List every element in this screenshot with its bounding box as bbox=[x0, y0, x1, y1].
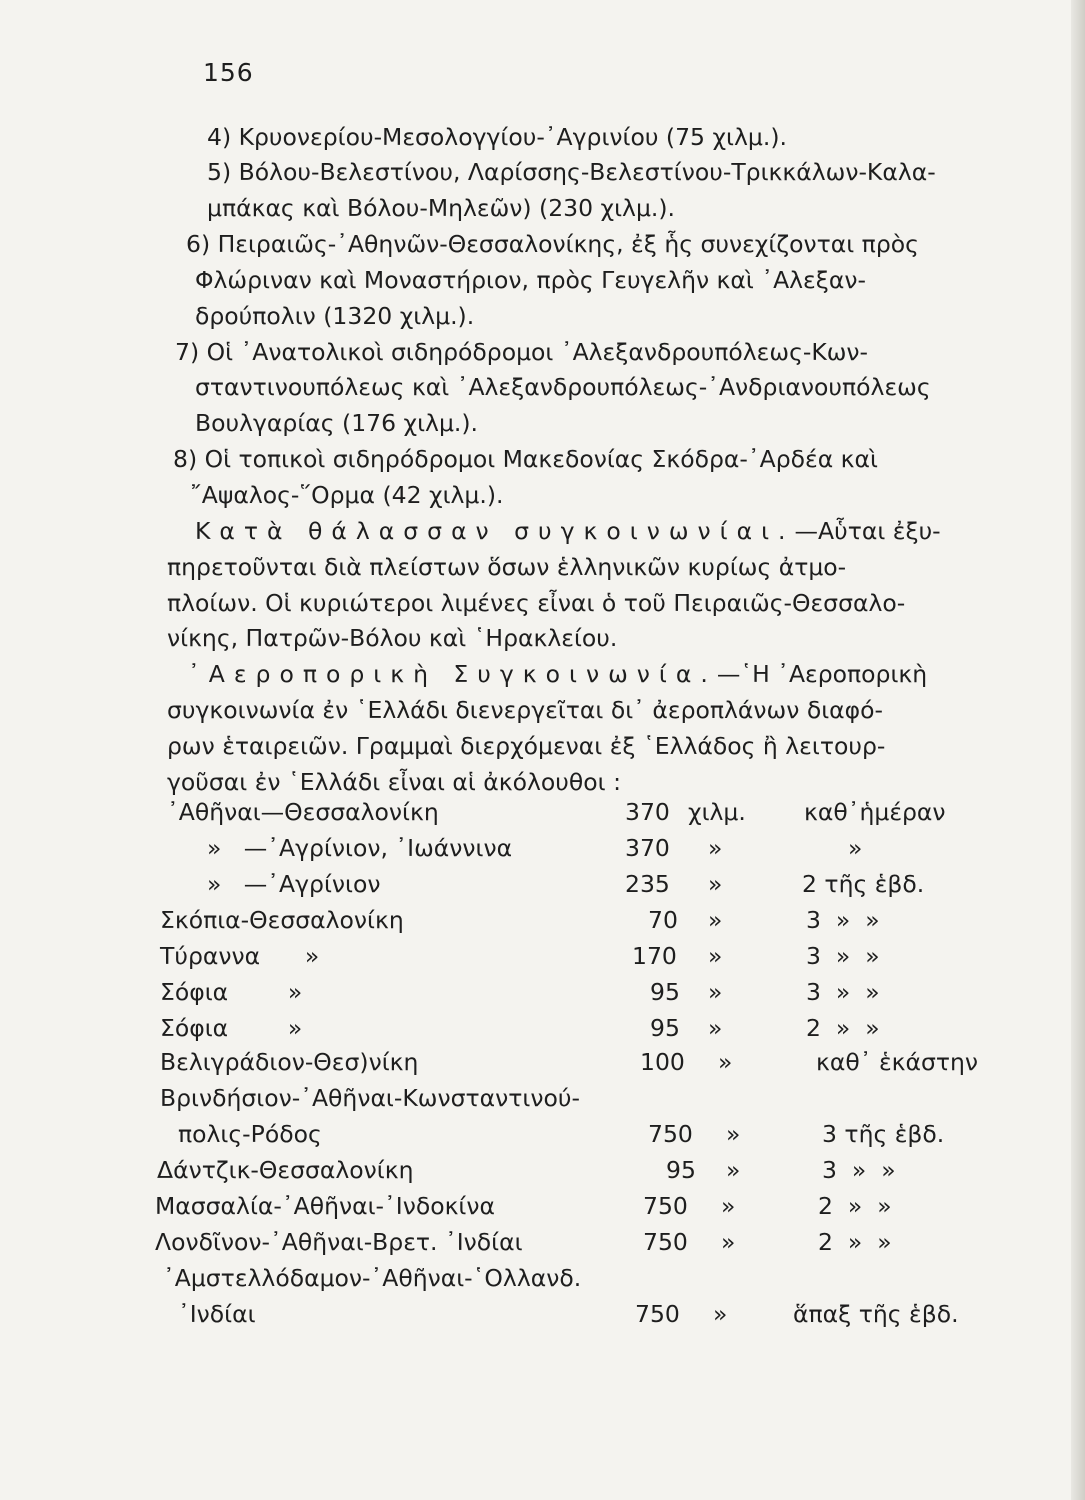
unit-cell: » bbox=[721, 1228, 736, 1256]
unit-cell: » bbox=[721, 1192, 736, 1220]
km-cell: 750 bbox=[643, 1228, 688, 1256]
text-line: Βουλγαρίας (176 χιλμ.). bbox=[195, 409, 479, 437]
text-line: πλοίων. Οἱ κυριώτεροι λιμένες εἶναι ὁ τοῦ Πειραιῶς-Θεσσαλο- bbox=[167, 589, 906, 617]
text-line: ρων ἑταιρειῶν. Γραμμαὶ διερχόμεναι ἐξ ῾Ελλάδος ἢ λειτουρ- bbox=[167, 732, 886, 760]
page-edge bbox=[1071, 0, 1085, 1500]
text-line: νίκης, Πατρῶν-Βόλου καὶ ῾Ηρακλείου. bbox=[167, 624, 618, 652]
route-cell: » —᾿Αγρίνιον bbox=[207, 870, 381, 898]
section-title: Κατὰ θάλασσαν συγκοινωνίαι. bbox=[195, 517, 795, 545]
km-cell: 100 bbox=[640, 1048, 685, 1076]
unit-cell: » bbox=[708, 834, 723, 862]
page-number: 156 bbox=[203, 58, 254, 87]
text-line: Φλώριναν καὶ Μοναστήριον, πρὸς Γευγελῆν καὶ ᾿Αλεξαν- bbox=[195, 266, 866, 294]
text-line: γοῦσαι ἐν ῾Ελλάδι εἶναι αἱ ἀκόλουθοι : bbox=[167, 768, 621, 796]
text-line: πηρετοῦνται διὰ πλείστων ὅσων ἑλληνικῶν κυρίως ἀτμο- bbox=[167, 553, 847, 581]
km-cell: 95 bbox=[650, 1014, 680, 1042]
text-line: συγκοινωνία ἐν ῾Ελλάδι διενεργεῖται δι᾿ ἀεροπλάνων διαφό- bbox=[167, 696, 883, 724]
text-line: σταντινουπόλεως καὶ ᾿Αλεξανδρουπόλεως-᾿Ανδριανουπόλεως bbox=[195, 373, 931, 401]
frequency-cell: 2 τῆς ἑβδ. bbox=[802, 870, 925, 898]
route-cell: Βρινδήσιον-᾿Αθῆναι-Κωνσταντινού- bbox=[160, 1084, 580, 1112]
unit-cell: » bbox=[708, 1014, 723, 1042]
unit-cell: » bbox=[718, 1048, 733, 1076]
text-line: 4) Κρυονερίου-Μεσολογγίου-᾿Αγρινίου (75 χιλμ.). bbox=[207, 123, 787, 151]
km-cell: 95 bbox=[666, 1156, 696, 1184]
text-line: δρούπολιν (1320 χιλμ.). bbox=[195, 302, 475, 330]
frequency-cell: 2 » » bbox=[818, 1192, 892, 1220]
route-cell: ᾿Ινδίαι bbox=[178, 1300, 256, 1328]
text-line: —Αὗται ἐξυ- bbox=[794, 517, 941, 545]
unit-cell: » bbox=[726, 1120, 741, 1148]
text-line: 6) Πειραιῶς-᾿Αθηνῶν-Θεσσαλονίκης, ἐξ ἧς συνεχίζονται πρὸς bbox=[186, 230, 919, 258]
route-cell: » —᾿Αγρίνιον, ᾿Ιωάννινα bbox=[207, 834, 513, 862]
unit-cell: χιλμ. bbox=[688, 798, 746, 826]
km-cell: 70 bbox=[648, 906, 678, 934]
km-cell: 235 bbox=[625, 870, 670, 898]
frequency-cell: 2 » » bbox=[818, 1228, 892, 1256]
frequency-cell: καθ᾿ἡμέραν bbox=[804, 798, 946, 826]
route-cell: πολις-Ρόδος bbox=[178, 1120, 322, 1148]
km-cell: 95 bbox=[650, 978, 680, 1006]
unit-cell: » bbox=[726, 1156, 741, 1184]
route-cell: ᾿Αθῆναι—Θεσσαλονίκη bbox=[167, 798, 439, 826]
km-cell: 750 bbox=[643, 1192, 688, 1220]
route-cell: Βελιγράδιον-Θεσ)νίκη bbox=[160, 1048, 419, 1076]
route-cell: ᾿Αμστελλόδαμον-᾿Αθῆναι-῾Ολλανδ. bbox=[163, 1264, 582, 1292]
unit-cell: » bbox=[708, 870, 723, 898]
route-cell: Λονδῖνον-᾿Αθῆναι-Βρετ. ᾿Ινδίαι bbox=[155, 1228, 523, 1256]
route-cell: Μασσαλία-᾿Αθῆναι-᾿Ινδοκίνα bbox=[155, 1192, 496, 1220]
route-cell: Δάντζικ-Θεσσαλονίκη bbox=[157, 1156, 414, 1184]
route-cell: Σκόπια-Θεσσαλονίκη bbox=[160, 906, 404, 934]
text-line: 7) Οἱ ᾿Ανατολικοὶ σιδηρόδρομοι ᾿Αλεξανδρουπόλεως-Κων- bbox=[175, 338, 869, 366]
frequency-cell: 3 » » bbox=[806, 942, 880, 970]
frequency-cell: 2 » » bbox=[806, 1014, 880, 1042]
section-title: ᾿Αεροπορικὴ Συγκοινωνία. bbox=[188, 660, 717, 688]
route-cell: Τύραννα » bbox=[160, 942, 320, 970]
km-cell: 750 bbox=[635, 1300, 680, 1328]
frequency-cell: καθ᾿ ἑκάστην bbox=[816, 1048, 979, 1076]
km-cell: 750 bbox=[648, 1120, 693, 1148]
text-line: μπάκας καὶ Βόλου-Μηλεῶν) (230 χιλμ.). bbox=[207, 194, 676, 222]
route-cell: Σόφια » bbox=[160, 1014, 303, 1042]
unit-cell: » bbox=[708, 978, 723, 1006]
frequency-cell: 3 τῆς ἑβδ. bbox=[822, 1120, 945, 1148]
km-cell: 370 bbox=[625, 834, 670, 862]
section-heading-air bbox=[188, 659, 927, 689]
frequency-cell: 3 » » bbox=[822, 1156, 896, 1184]
frequency-cell: ἅπαξ τῆς ἑβδ. bbox=[793, 1300, 959, 1328]
text-line: ῎Αψαλος-῞Ορμα (42 χιλμ.). bbox=[190, 481, 504, 509]
frequency-cell: 3 » » bbox=[806, 906, 880, 934]
text-line: 5) Βόλου-Βελεστίνου, Λαρίσσης-Βελεστίνου-Τρικκάλων-Καλα- bbox=[207, 158, 936, 186]
text-line: —῾Η ᾿Αεροπορικὴ bbox=[716, 660, 928, 688]
unit-cell: » bbox=[713, 1300, 728, 1328]
unit-cell: » bbox=[708, 942, 723, 970]
text-line: 8) Οἱ τοπικοὶ σιδηρόδρομοι Μακεδονίας Σκόδρα-᾿Αρδέα καὶ bbox=[173, 445, 878, 473]
route-cell: Σόφια » bbox=[160, 978, 303, 1006]
section-heading-sea bbox=[195, 516, 941, 546]
frequency-cell: » bbox=[848, 834, 863, 862]
km-cell: 370 bbox=[625, 798, 670, 826]
km-cell: 170 bbox=[632, 942, 677, 970]
unit-cell: » bbox=[708, 906, 723, 934]
frequency-cell: 3 » » bbox=[806, 978, 880, 1006]
